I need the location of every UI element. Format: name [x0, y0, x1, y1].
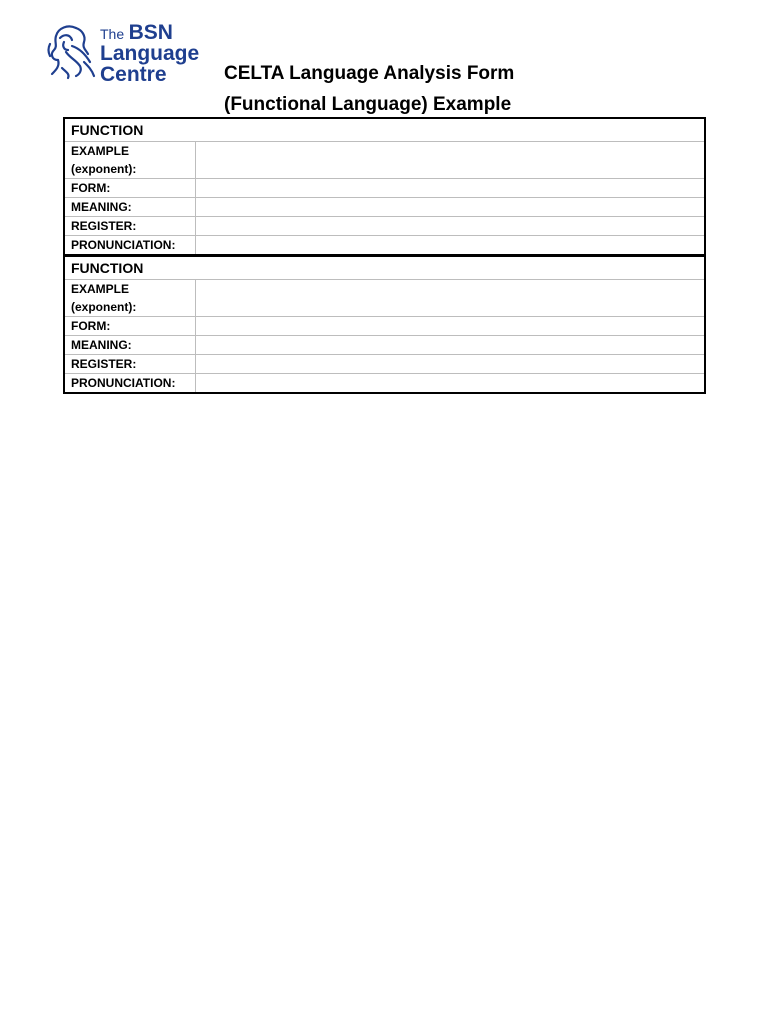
function-section-1 — [65, 119, 704, 257]
example-label-line2: (exponent): — [71, 162, 137, 176]
logo-the: The — [100, 26, 125, 42]
example-label-line2: (exponent): — [71, 300, 137, 314]
logo-wordmark — [100, 22, 199, 85]
pronunciation-row — [65, 374, 704, 392]
title-line-2: (Functional Language) Example — [224, 94, 512, 115]
page-title — [224, 58, 514, 120]
meaning-value-cell[interactable] — [196, 336, 704, 354]
register-row — [65, 217, 704, 236]
title-line-1: CELTA Language Analysis Form — [224, 63, 515, 84]
form-label: FORM: — [65, 179, 196, 197]
meaning-row — [65, 336, 704, 355]
meaning-label: MEANING: — [65, 198, 196, 216]
form-row — [65, 317, 704, 336]
example-label-line1: EXAMPLE — [71, 144, 130, 158]
logo-language: Language — [100, 42, 200, 65]
register-label: REGISTER: — [65, 355, 196, 373]
form-value-cell[interactable] — [196, 179, 704, 197]
form-row — [65, 179, 704, 198]
analysis-form-table — [63, 117, 706, 394]
function-header: FUNCTION — [65, 119, 704, 142]
example-value-cell[interactable] — [196, 142, 704, 178]
example-label-line1: EXAMPLE — [71, 282, 130, 296]
function-header: FUNCTION — [65, 257, 704, 280]
register-value-cell[interactable] — [196, 217, 704, 235]
pronunciation-row — [65, 236, 704, 254]
example-label — [65, 142, 196, 178]
logo-bsn: BSN — [128, 21, 173, 44]
register-row — [65, 355, 704, 374]
pronunciation-value-cell[interactable] — [196, 236, 704, 254]
meaning-label: MEANING: — [65, 336, 196, 354]
example-row — [65, 142, 704, 179]
example-label — [65, 280, 196, 316]
function-section-2 — [65, 257, 704, 392]
pronunciation-value-cell[interactable] — [196, 374, 704, 392]
example-row — [65, 280, 704, 317]
logo-centre: Centre — [100, 63, 167, 86]
pronunciation-label: PRONUNCIATION: — [65, 374, 196, 392]
example-value-cell[interactable] — [196, 280, 704, 316]
register-label: REGISTER: — [65, 217, 196, 235]
lion-icon — [46, 22, 98, 80]
logo — [46, 21, 216, 86]
meaning-row — [65, 198, 704, 217]
form-value-cell[interactable] — [196, 317, 704, 335]
meaning-value-cell[interactable] — [196, 198, 704, 216]
form-label: FORM: — [65, 317, 196, 335]
register-value-cell[interactable] — [196, 355, 704, 373]
pronunciation-label: PRONUNCIATION: — [65, 236, 196, 254]
